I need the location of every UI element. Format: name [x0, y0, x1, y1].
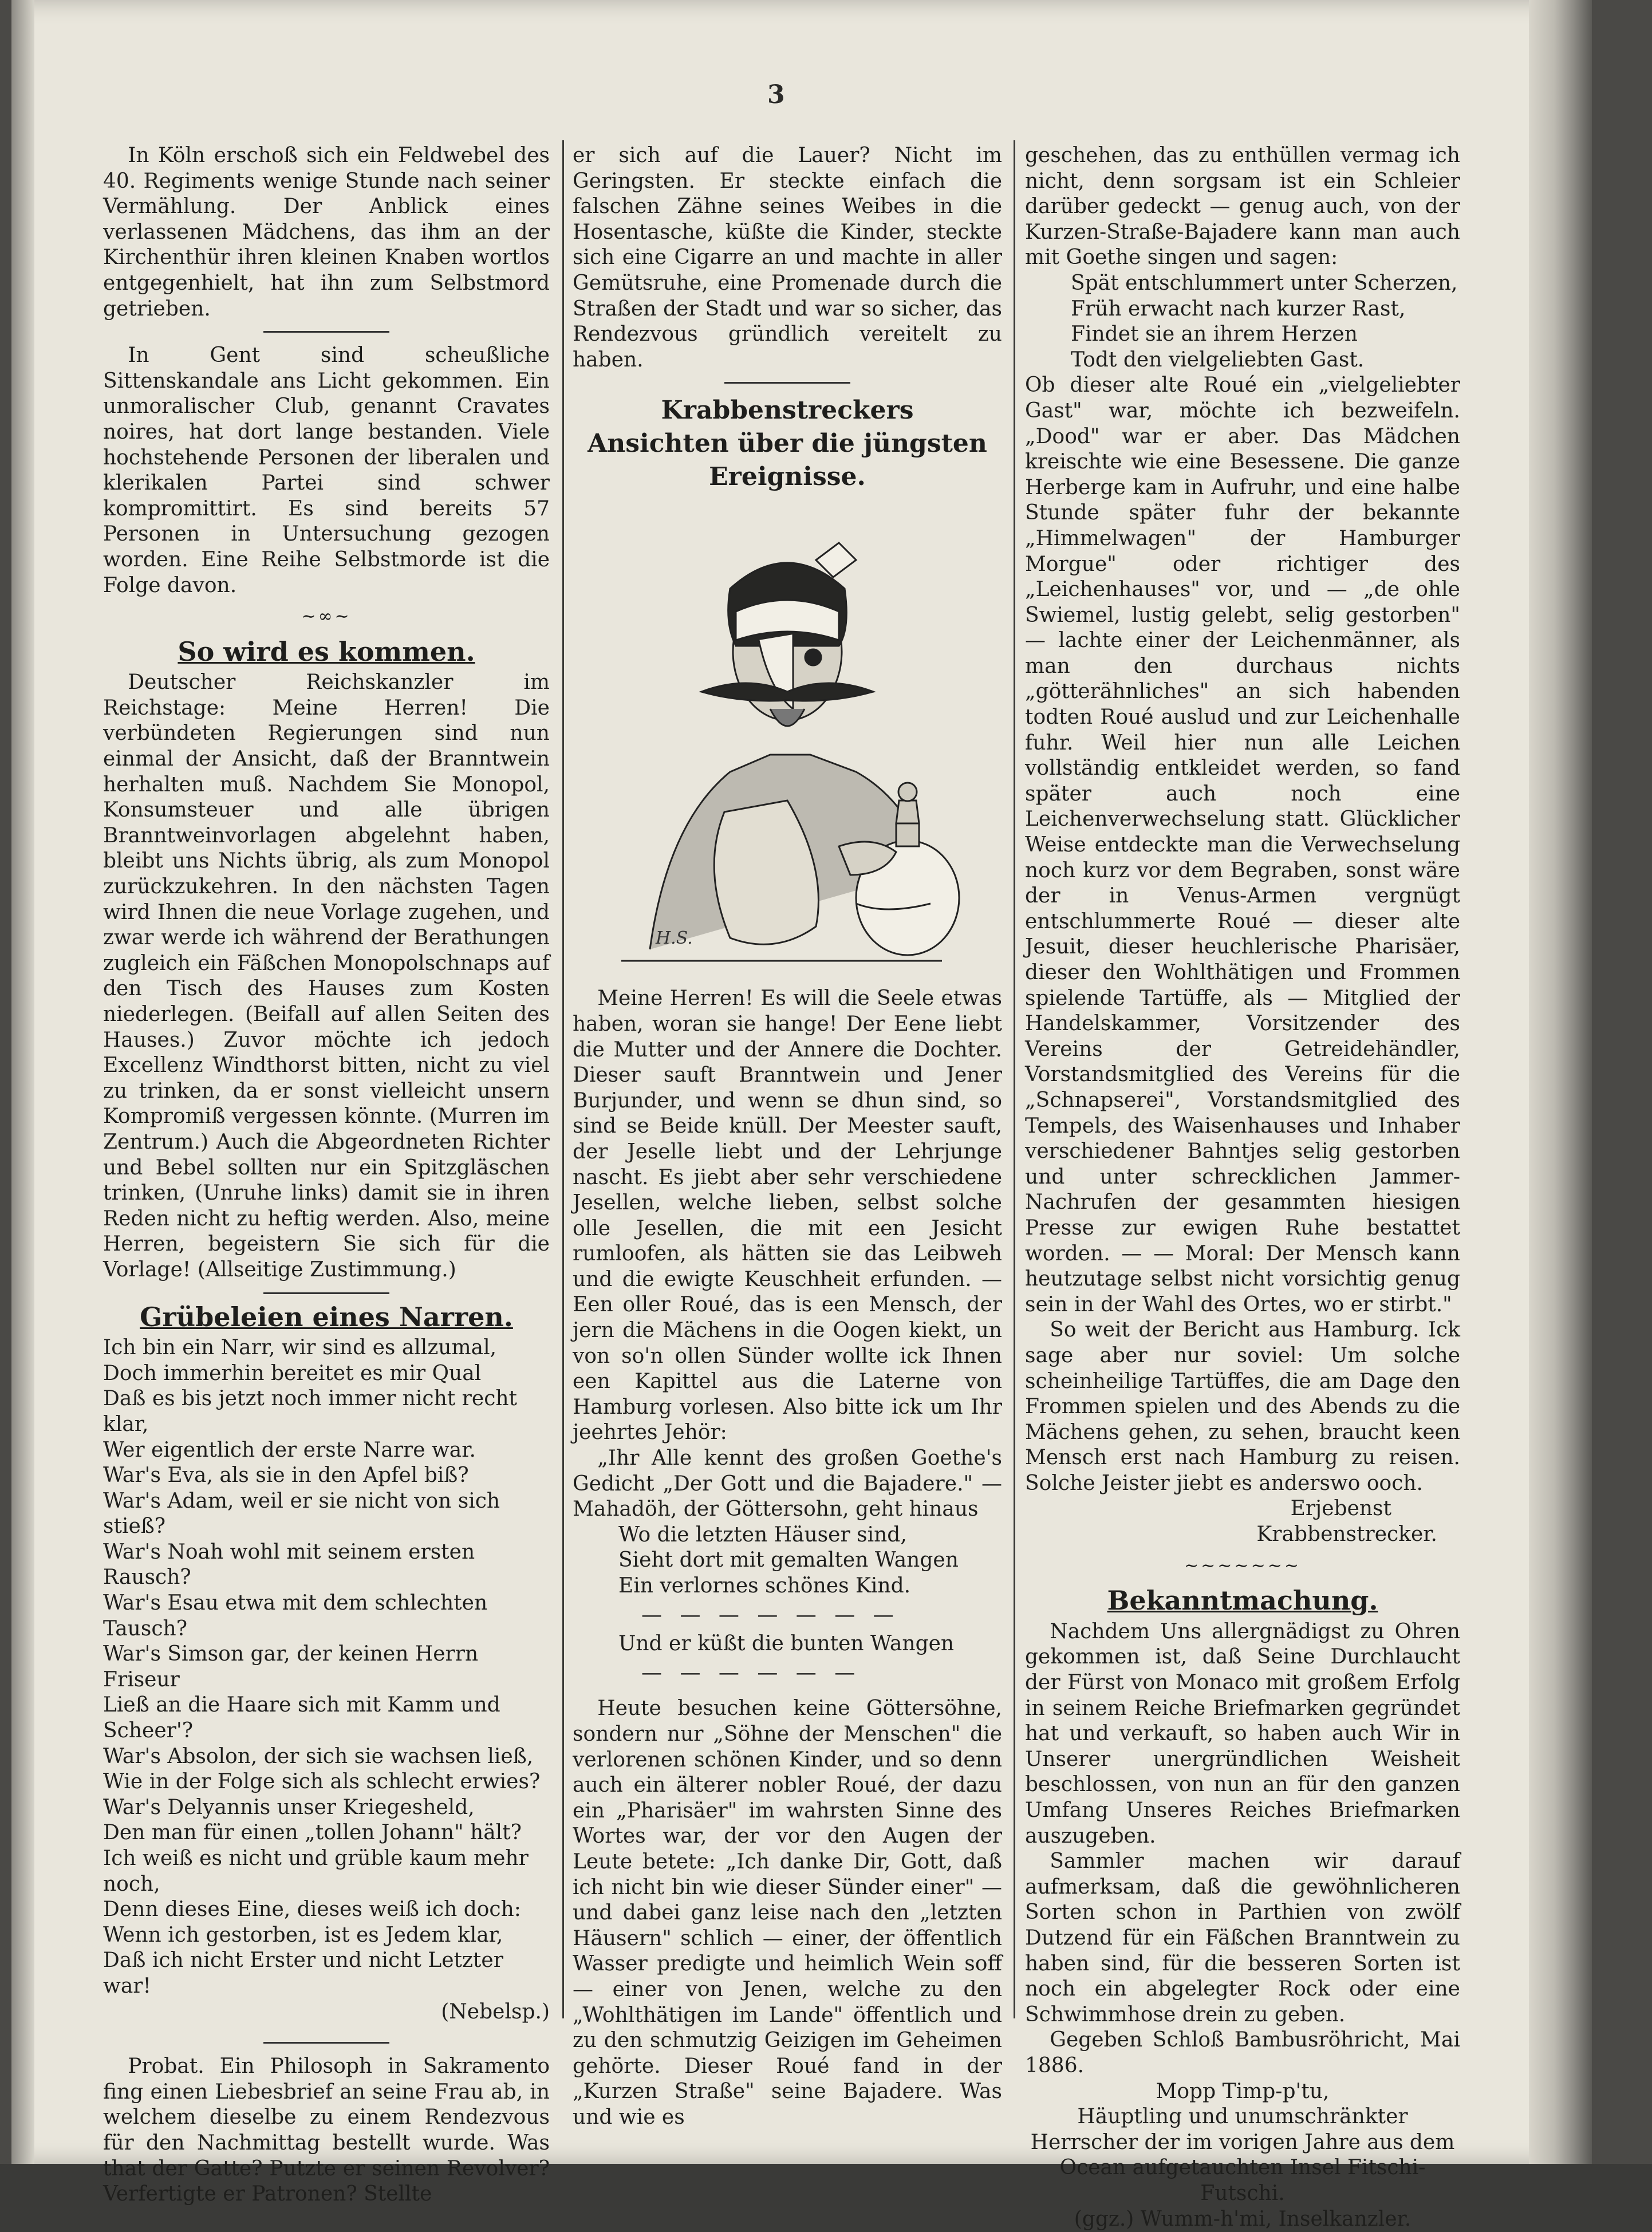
page-edge — [1529, 0, 1592, 2164]
signatory-name: Mopp Timp-p'tu, — [1025, 2079, 1460, 2105]
signoff-1: Erjebenst — [1025, 1496, 1460, 1522]
ornament: ∼∞∼ — [103, 604, 550, 630]
poem-line: Doch immerhin bereitet es mir Qual — [103, 1361, 550, 1387]
poem-line: War's Adam, weil er sie nicht von sich stieß? — [103, 1489, 550, 1540]
speech-goethe: „Ihr Alle kennt des großen Goethe's Gedicht „Der Gott und die Bajadere." — Mahadöh, der Göttersohn, geht hinaus — [573, 1446, 1002, 1523]
poem-line: War's Esau etwa mit dem schlechten Tausch? — [103, 1591, 550, 1642]
speech-roue: Heute besuchen keine Göttersöhne, sondern nur „Söhne der Menschen" die verlorenen schönen Kinder, und so denn auch ein älterer nobler Roué, der dazu ein „Pharisäer" im wahrsten Sinne des Wortes war, der vor den Augen der Leute betete: „Ich danke Dir, Gott, daß ich nicht bin wie dieser Sünder einer" — und dabei ganz leise nach den „letzten Häusern" schlich — einer, der öffentlich Wasser predigte und heimlich Wein soff — einer von Jenen, welche zu den „Wohlthätigen im Lande" öffentlich und zu den schmutzig Geizigen im Geheimen gehörte. Dieser Roué fand in der „Kurzen Straße" seine Bajadere. Was und wie es — [573, 1696, 1002, 2130]
poem-line: Wer eigentlich der erste Narre war. — [103, 1438, 550, 1464]
verse-line: Spät entschlummert unter Scherzen, — [1071, 271, 1460, 297]
cartoon-signature: H.S. — [655, 928, 693, 948]
article-gent: In Gent sind scheußliche Sittenskandale ans Licht gekommen. Ein unmoralischer Club, genannt Cravates noires, hat dort lange bestanden. Viele hochstehende Personen der liberalen und klerikalen Partei sind schwer kompromittirt. Es sind bereits 57 Personen in Untersuchung gezogen worden. Eine Reihe Selbstmorde ist die Folge davon. — [103, 343, 550, 598]
announcement-collectors: Sammler machen wir darauf aufmerksam, daß die gewöhnlicheren Sorten schon in Parthien von zwölf Dutzend für ein Fäßchen Branntwein zu haben sind, für die besseren Sorten ist noch ein abgelegter Rock oder eine Schwimmhose drein zu geben. — [1025, 1849, 1460, 2028]
verse-bajadere — [573, 1523, 1002, 1599]
announcement-date: Gegeben Schloß Bambusröhricht, Mai 1886. — [1025, 2028, 1460, 2079]
poem-narren — [103, 1335, 550, 1999]
poem-source: (Nebelsp.) — [103, 2000, 550, 2025]
cartoon-eye — [805, 649, 821, 665]
column-1 — [103, 143, 550, 2207]
dash-line: — — — — — — — — [573, 1603, 1002, 1628]
verse-line-kisses: Und er küßt die bunten Wangen — [573, 1631, 1002, 1657]
signatory-title: Häuptling und unumschränkter Herrscher der im vorigen Jahre aus dem Ocean aufgetauchten Insel Fitschi-Futschi. — [1025, 2104, 1460, 2206]
poem-line: Denn dieses Eine, dieses weiß ich doch: — [103, 1897, 550, 1923]
announcement-body: Nachdem Uns allergnädigst zu Ohren gekommen ist, daß Seine Durchlaucht der Fürst von Monaco mit großem Erfolg in seinem Reiche Briefmarken gegründet hat und verkauft, so haben auch Wir in Unserer unergründlichen Weisheit beschlossen, von nun an für den ganzen Umfang Unseres Reiches Briefmarken auszugeben. — [1025, 1619, 1460, 1849]
speech-hamburg: Ob dieser alte Roué ein „vielgeliebter Gast" war, möchte ich bezweifeln. „Dood" war er aber. Das Mädchen kreischte wie eine Besessene. Die ganze Herberge kam in Aufruhr, und eine halbe Stunde später fuhr der bekannte „Himmelwagen" der Hamburger Morgue" oder richtiger des „Leichenhauses" vor, und — „de ohle Swiemel, lustig gelebt, selig gestorben" — lachte einer der Leichenmänner, als man den durchaus nichts „götterähnliches" an sich habenden todten Roué auslud und zur Leichenhalle fuhr. Weil hier nun alle Leichen vollständig entkleidet werden, so fand später auch noch eine Leichenverwechselung statt. Glücklicher Weise entdeckte man die Verwechselung noch kurz vor dem Begraben, sonst wäre der in Venus-Armen vergnügt entschlummerte Roué — dieser alte Jesuit, dieser heuchlerische Pharisäer, dieser den Wohlthätigen und Frommen spielende Tartüffe, als — Mitglied der Handelskammer, Vorsitzender des Vereins der Getreidehändler, Vorstandsmitglied des Vereins für die „Schnapserei", Vorstandsmitglied des Tempels, des Waisenhauses und Inhaber verschiedener Bahntjes selig gestorben und unter schrecklichen Jammer-Nachrufen der gesammten hiesigen Presse zur ewigen Ruhe bestattet worden. — — Moral: Der Mensch kann heutzutage selbst nicht vorsichtig genug sein in der Wahl des Ortes, wo er stirbt." — [1025, 373, 1460, 1318]
poem-line: Daß es bis jetzt noch immer nicht recht klar, — [103, 1386, 550, 1437]
poem-line: Den man für einen „tollen Johann" hält? — [103, 1820, 550, 1846]
speech-roue-cont: geschehen, das zu enthüllen vermag ich nicht, denn sorgsam ist ein Schleier darüber gedeckt — genug auch, von der Kurzen-Straße-Bajadere kann man auch mit Goethe singen und sagen: — [1025, 143, 1460, 271]
heading-line-2: Ansichten über die jüngsten Ereignisse. — [573, 427, 1002, 494]
verse-line: Sieht dort mit gemalten Wangen — [618, 1548, 1002, 1574]
dash-line: — — — — — — — [573, 1661, 1002, 1686]
column-3 — [1025, 143, 1460, 2232]
poem-line: Wenn ich gestorben, ist es Jedem klar, — [103, 1923, 550, 1949]
separator — [263, 1292, 389, 1294]
poem-line: War's Delyannis unser Kriegesheld, — [103, 1795, 550, 1821]
article-probat: Probat. Ein Philosoph in Sakramento fing einen Liebesbrief an seine Frau ab, in welchem dieselbe zu einem Rendezvous für den Nachmittag bestellt wurde. Was that der Gatte? Putzte er seinen Revolver? Verfertigte er Patronen? Stellte — [103, 2054, 550, 2207]
speech-intro: Meine Herren! Es will die Seele etwas haben, woran sie hange! Der Eene liebt die Mutter und der Annere die Dochter. Dieser sauft Branntwein und Jener Burjunder, und wenn se dhun sind, so sind se Beide knüll. Der Meester sauft, der Jeselle liebt und der Lehrjunge nascht. Es jiebt aber sehr verschiedene Jesellen, welche lieben, selbst solche olle Jesellen, die mit een Jesicht rumloofen, als hätten sie das Leibweh und die ewigte Keuschheit erfunden. — Een oller Roué, das is een Mensch, der jern die Mächens in die Oogen kiekt, un von so'n ollen Sünder wollte ick Ihnen een Kapittel aus die Laterne von Hamburg vorlesen. Also bitte ick um Ihr jeehrtes Jehör: — [573, 986, 1002, 1446]
countersignature: (ggz.) Wumm-h'mi, Inselkanzler. — [1025, 2207, 1460, 2232]
cartoon-bottle-stopper — [898, 783, 917, 801]
verse-goethe — [1025, 271, 1460, 373]
heading-krabbenstreckers — [573, 394, 1002, 494]
poem-line: War's Simson gar, der keinen Herrn Friseur — [103, 1642, 550, 1693]
poem-line: Ich weiß es nicht und grüble kaum mehr noch, — [103, 1846, 550, 1897]
separator — [724, 382, 850, 384]
poem-line: Ließ an die Haare sich mit Kamm und Scheer'? — [103, 1693, 550, 1744]
column-rule-1 — [562, 140, 564, 2018]
column-rule-2 — [1014, 140, 1015, 2018]
signoff-2: Krabbenstrecker. — [1025, 1522, 1460, 1548]
poem-line: Wie in der Folge sich als schlecht erwies? — [103, 1769, 550, 1795]
ornament: ∼∼∼∼∼∼∼ — [1025, 1553, 1460, 1579]
poem-line: War's Absolon, der sich sie wachsen ließ, — [103, 1744, 550, 1770]
poem-line: Ich bin ein Narr, wir sind es allzumal, — [103, 1335, 550, 1361]
heading-bekanntmachung: Bekanntmachung. — [1025, 1588, 1460, 1614]
verse-line: Ein verlornes schönes Kind. — [618, 1574, 1002, 1599]
cartoon-bottle-neck — [896, 800, 919, 846]
page-fold-shadow — [11, 0, 34, 2164]
heading-so-wird-es-kommen: So wird es kommen. — [103, 639, 550, 665]
column-2 — [573, 143, 1002, 2130]
article-koeln: In Köln erschoß sich ein Feldwebel des 40. Regiments wenige Stunde nach seiner Vermählung. Der Anblick eines verlassenen Mädchens, das ihm an der Kirchenthür ihren kleinen Knaben wortlos entgegenhielt, hat ihn zum Selbstmord getrieben. — [103, 143, 550, 322]
verse-line: Wo die letzten Häuser sind, — [618, 1523, 1002, 1548]
poem-line: Daß ich nicht Erster und nicht Letzter war! — [103, 1948, 550, 1999]
poem-line: War's Noah wohl mit seinem ersten Rausch? — [103, 1540, 550, 1591]
verse-line: Todt den vielgeliebten Gast. — [1071, 348, 1460, 373]
separator — [263, 331, 389, 333]
poem-line: War's Eva, als sie in den Apfel biß? — [103, 1463, 550, 1489]
verse-line: Findet sie an ihrem Herzen — [1071, 322, 1460, 348]
verse-line: Früh erwacht nach kurzer Rast, — [1071, 297, 1460, 322]
page-number: 3 — [767, 80, 785, 109]
article-probat-cont: er sich auf die Lauer? Nicht im Geringsten. Er steckte einfach die falschen Zähne seines Weibes in die Hosentasche, küßte die Kinder, steckte sich eine Cigarre an und machte in aller Gemütsruhe, eine Promenade durch die Straßen der Stadt und war so sicher, das Rendezvous gründlich vereitelt zu haben. — [573, 143, 1002, 373]
heading-grubeleien: Grübeleien eines Narren. — [103, 1304, 550, 1330]
speech-conclusion: So weit der Bericht aus Hamburg. Ick sage aber nur soviel: Um solche scheinheilige Tartüffes, die am Dage den Frommen spielen und des Abends zu die Mächens gehen, zu sehen, braucht keen Mensch erst nach Hamburg zu reisen. Solche Jeister jiebt es anderswo ooch. — [1025, 1318, 1460, 1496]
cartoon-illustration — [587, 503, 988, 972]
article-reichskanzler: Deutscher Reichskanzler im Reichstage: Meine Herren! Die verbündeten Regierungen sind nun einmal der Ansicht, daß der Branntwein herhalten muß. Nachdem Sie Monopol, Konsumsteuer und alle übrigen Branntweinvorlagen abgelehnt haben, bleibt uns Nichts übrig, als zum Monopol zurückzukehren. In den nächsten Tagen wird Ihnen die neue Vorlage zugehen, und zwar werde ich während der Berathungen zugleich ein Fäßchen Monopolschnaps auf den Tisch des Hauses zum Kosten niederlegen. (Beifall auf allen Seiten des Hauses.) Zuvor möchte ich jedoch Excellenz Windthorst bitten, nicht zu viel zu trinken, da er sonst vielleicht unsern Kompromiß vergessen könnte. (Murren im Zentrum.) Auch die Abgeordneten Richter und Bebel sollten nur ein Spitzgläschen trinken, (Unruhe links) damit sie in ihren Reden nicht zu heftig werden. Also, meine Herren, begeistern Sie sich für die Vorlage! (Allseitige Zustimmung.) — [103, 670, 550, 1283]
heading-line-1: Krabbenstreckers — [573, 394, 1002, 427]
separator — [263, 2042, 389, 2044]
